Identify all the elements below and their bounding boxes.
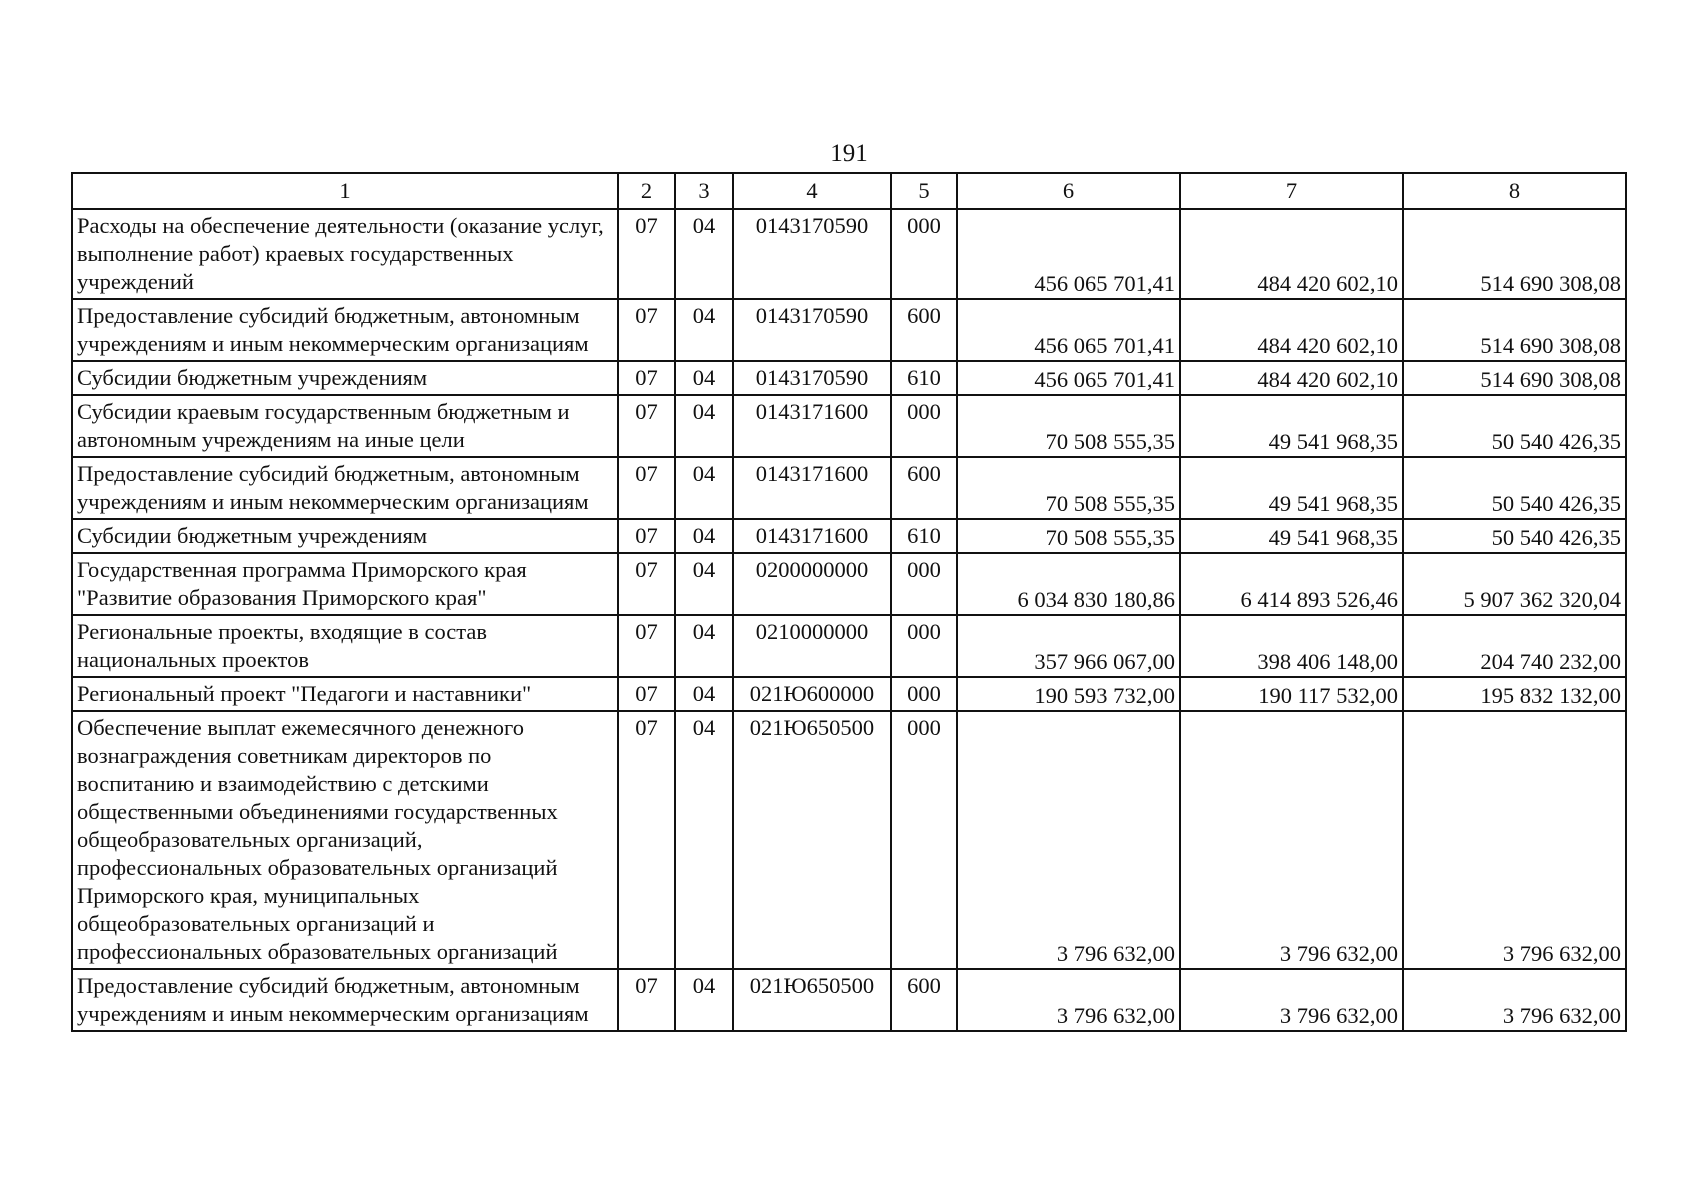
target-article-code: 0143171600 (733, 395, 891, 457)
table-body (72, 173, 1626, 1031)
target-article-code: 0143170590 (733, 299, 891, 361)
target-article-code: 021Ю650500 (733, 969, 891, 1031)
amount-col-6: 456 065 701,41 (957, 361, 1180, 395)
amount-col-6: 456 065 701,41 (957, 299, 1180, 361)
amount-col-8: 204 740 232,00 (1403, 615, 1626, 677)
row-name: Предоставление субсидий бюджетным, автономным учреждениям и иным некоммерческим организациям (72, 457, 618, 519)
amount-col-7: 3 796 632,00 (1180, 711, 1403, 969)
section-code: 07 (618, 553, 675, 615)
subsection-code: 04 (675, 361, 733, 395)
amount-col-8: 50 540 426,35 (1403, 457, 1626, 519)
subsection-code: 04 (675, 457, 733, 519)
subsection-code: 04 (675, 969, 733, 1031)
section-code: 07 (618, 457, 675, 519)
amount-col-7: 49 541 968,35 (1180, 457, 1403, 519)
amount-col-8: 5 907 362 320,04 (1403, 553, 1626, 615)
target-article-code: 0210000000 (733, 615, 891, 677)
subsection-code: 04 (675, 395, 733, 457)
subsection-code: 04 (675, 299, 733, 361)
amount-col-7: 3 796 632,00 (1180, 969, 1403, 1031)
table-row (72, 677, 1626, 711)
header-cell-4: 4 (733, 173, 891, 209)
target-article-code: 0143170590 (733, 209, 891, 299)
target-article-code: 0143170590 (733, 361, 891, 395)
amount-col-7: 49 541 968,35 (1180, 395, 1403, 457)
row-name: Субсидии бюджетным учреждениям (72, 519, 618, 553)
table-row (72, 711, 1626, 969)
amount-col-8: 3 796 632,00 (1403, 969, 1626, 1031)
expense-type-code: 600 (891, 969, 957, 1031)
amount-col-7: 484 420 602,10 (1180, 209, 1403, 299)
amount-col-8: 3 796 632,00 (1403, 711, 1626, 969)
section-code: 07 (618, 711, 675, 969)
amount-col-8: 514 690 308,08 (1403, 361, 1626, 395)
section-code: 07 (618, 361, 675, 395)
amount-col-6: 70 508 555,35 (957, 519, 1180, 553)
amount-col-7: 484 420 602,10 (1180, 361, 1403, 395)
header-row (72, 173, 1626, 209)
row-name: Предоставление субсидий бюджетным, автономным учреждениям и иным некоммерческим организациям (72, 969, 618, 1031)
header-cell-5: 5 (891, 173, 957, 209)
target-article-code: 0143171600 (733, 457, 891, 519)
amount-col-6: 70 508 555,35 (957, 395, 1180, 457)
row-name: Расходы на обеспечение деятельности (оказание услуг, выполнение работ) краевых государственных учреждений (72, 209, 618, 299)
amount-col-8: 514 690 308,08 (1403, 209, 1626, 299)
amount-col-6: 456 065 701,41 (957, 209, 1180, 299)
table-row (72, 361, 1626, 395)
amount-col-6: 70 508 555,35 (957, 457, 1180, 519)
amount-col-8: 195 832 132,00 (1403, 677, 1626, 711)
table-row (72, 615, 1626, 677)
amount-col-7: 6 414 893 526,46 (1180, 553, 1403, 615)
table-row (72, 553, 1626, 615)
header-cell-8: 8 (1403, 173, 1626, 209)
table-row (72, 969, 1626, 1031)
amount-col-7: 398 406 148,00 (1180, 615, 1403, 677)
amount-col-8: 50 540 426,35 (1403, 519, 1626, 553)
header-cell-6: 6 (957, 173, 1180, 209)
amount-col-8: 514 690 308,08 (1403, 299, 1626, 361)
expense-type-code: 610 (891, 519, 957, 553)
target-article-code: 0143171600 (733, 519, 891, 553)
subsection-code: 04 (675, 615, 733, 677)
table-row (72, 299, 1626, 361)
subsection-code: 04 (675, 519, 733, 553)
row-name: Региональный проект "Педагоги и наставники" (72, 677, 618, 711)
section-code: 07 (618, 969, 675, 1031)
subsection-code: 04 (675, 553, 733, 615)
row-name: Государственная программа Приморского края "Развитие образования Приморского края" (72, 553, 618, 615)
expense-type-code: 610 (891, 361, 957, 395)
section-code: 07 (618, 395, 675, 457)
amount-col-7: 49 541 968,35 (1180, 519, 1403, 553)
row-name: Региональные проекты, входящие в состав национальных проектов (72, 615, 618, 677)
amount-col-6: 3 796 632,00 (957, 711, 1180, 969)
amount-col-6: 190 593 732,00 (957, 677, 1180, 711)
row-name: Субсидии бюджетным учреждениям (72, 361, 618, 395)
table-row (72, 209, 1626, 299)
header-cell-3: 3 (675, 173, 733, 209)
expense-type-code: 000 (891, 553, 957, 615)
table-row (72, 457, 1626, 519)
section-code: 07 (618, 615, 675, 677)
page-number: 191 (830, 140, 868, 167)
amount-col-6: 3 796 632,00 (957, 969, 1180, 1031)
amount-col-7: 190 117 532,00 (1180, 677, 1403, 711)
section-code: 07 (618, 209, 675, 299)
expense-type-code: 000 (891, 615, 957, 677)
section-code: 07 (618, 677, 675, 711)
header-cell-1: 1 (72, 173, 618, 209)
budget-table (71, 172, 1627, 1032)
expense-type-code: 600 (891, 299, 957, 361)
row-name: Обеспечение выплат ежемесячного денежного вознаграждения советникам директоров по воспитанию и взаимодействию с детскими общественными объединениями государственных общеобразовательных организаций, профессиональных образовательных организаций Приморского края, муниципальных общеобразовательных организаций и профессиональных образовательных организаций (72, 711, 618, 969)
table-row (72, 519, 1626, 553)
subsection-code: 04 (675, 209, 733, 299)
row-name: Предоставление субсидий бюджетным, автономным учреждениям и иным некоммерческим организациям (72, 299, 618, 361)
expense-type-code: 000 (891, 395, 957, 457)
amount-col-8: 50 540 426,35 (1403, 395, 1626, 457)
expense-type-code: 000 (891, 209, 957, 299)
expense-type-code: 600 (891, 457, 957, 519)
expense-type-code: 000 (891, 711, 957, 969)
amount-col-6: 357 966 067,00 (957, 615, 1180, 677)
row-name: Субсидии краевым государственным бюджетным и автономным учреждениям на иные цели (72, 395, 618, 457)
header-cell-2: 2 (618, 173, 675, 209)
amount-col-6: 6 034 830 180,86 (957, 553, 1180, 615)
section-code: 07 (618, 299, 675, 361)
target-article-code: 0200000000 (733, 553, 891, 615)
expense-type-code: 000 (891, 677, 957, 711)
subsection-code: 04 (675, 677, 733, 711)
target-article-code: 021Ю650500 (733, 711, 891, 969)
amount-col-7: 484 420 602,10 (1180, 299, 1403, 361)
header-cell-7: 7 (1180, 173, 1403, 209)
target-article-code: 021Ю600000 (733, 677, 891, 711)
table-row (72, 395, 1626, 457)
section-code: 07 (618, 519, 675, 553)
subsection-code: 04 (675, 711, 733, 969)
